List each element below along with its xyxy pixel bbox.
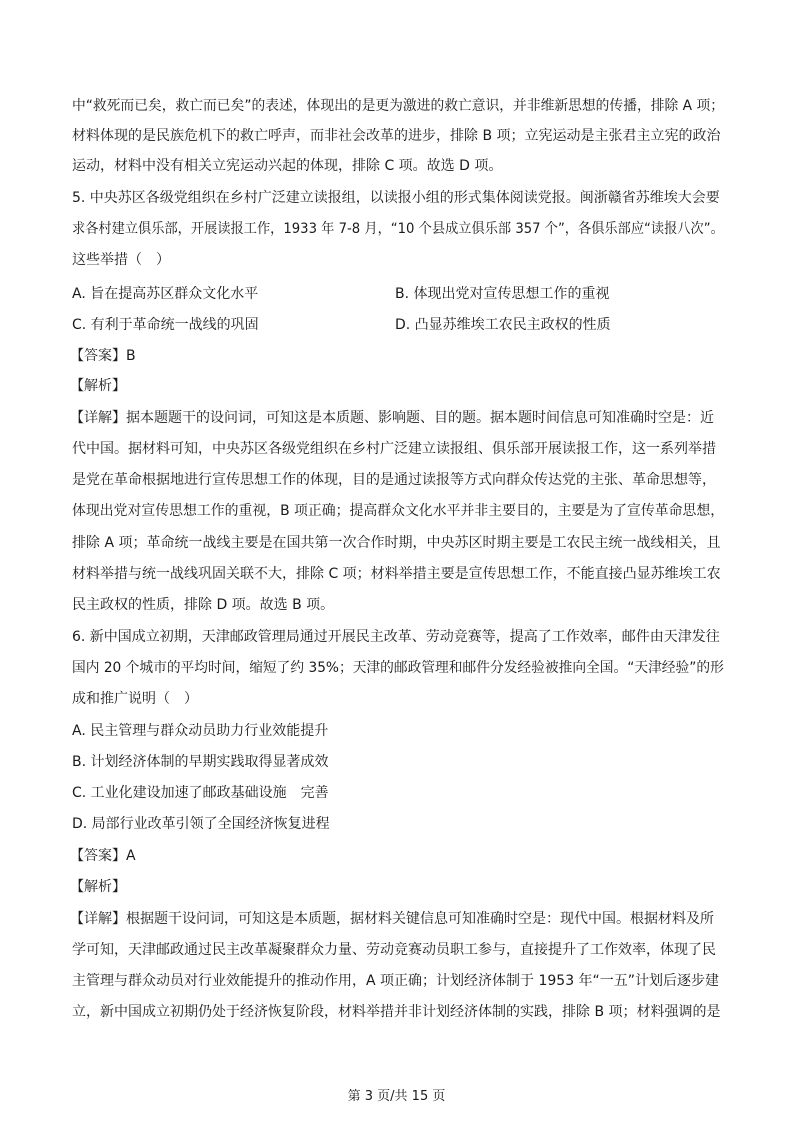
question-6-option-b: B. 计划经济体制的早期实践取得显著成效 — [72, 754, 329, 770]
question-6-analysis-label: 【解析】 — [70, 879, 126, 895]
question-6-stem: 成和推广说明（ ） — [72, 691, 198, 707]
question-6-option-a: A. 民主管理与群众动员助力行业效能提升 — [72, 723, 329, 739]
question-5-detail: 体现出党对宣传思想工作的重视，B 项正确；提高群众文化水平并非主要目的，主要是为了宣传革命思想， — [72, 503, 725, 519]
question-6-option-c: C. 工业化建设加速了邮政基础设施 完善 — [72, 785, 329, 801]
text-line: 运动，材料中没有相关立宪运动兴起的体现，排除 C 项。故选 D 项。 — [72, 158, 503, 174]
question-5-answer: 【答案】B — [70, 348, 136, 364]
question-5-option-c: C. 有利于革命统一战线的巩固 — [72, 317, 259, 333]
question-6-detail: 【详解】根据题干设问词，可知这是本质题，据材料关键信息可知准确时空是：现代中国。根据材料及所 — [70, 911, 714, 927]
question-6-detail: 主管理与群众动员对行业效能提升的推动作用，A 项正确；计划经济体制于 1953 年“一五”计划后逐步建 — [72, 973, 720, 989]
question-5-stem: 这些举措（ ） — [72, 252, 170, 268]
question-5-detail: 代中国。据材料可知，中央苏区各级党组织在乡村广泛建立读报组、俱乐部开展读报工作，这一系列举措 — [72, 441, 716, 457]
question-6-stem: 国内 20 个城市的平均时间，缩短了约 35%；天津的邮政管理和邮件分发经验被推向全国。“天津经验”的形 — [72, 660, 724, 676]
text-line: 材料体现的是民族危机下的救亡呼声，而非社会改革的进步，排除 B 项；立宪运动是主张君主立宪的政治 — [72, 128, 721, 144]
page-number: 第 3 页/共 15 页 — [347, 1089, 446, 1104]
question-5-detail: 【详解】据本题题干的设问词，可知这是本质题、影响题、目的题。据本题时间信息可知准确时空是：近 — [70, 410, 714, 426]
question-6-option-d: D. 局部行业改革引领了全国经济恢复进程 — [72, 816, 330, 832]
question-6-detail: 学可知，天津邮政通过民主改革凝聚群众力量、劳动竞赛动员职工参与，直接提升了工作效率，体现了民 — [72, 942, 716, 958]
question-5-detail: 民主政权的性质，排除 D 项。故选 B 项。 — [72, 597, 335, 613]
question-5-detail: 排除 A 项；革命统一战线主要是在国共第一次合作时期，中央苏区时期主要是工农民主统一战线相关，且 — [72, 535, 721, 551]
question-6-answer: 【答案】A — [70, 848, 136, 864]
question-6-stem: 6. 新中国成立初期，天津邮政管理局通过开展民主改革、劳动竞赛等，提高了工作效率，邮件由天津发往 — [72, 629, 720, 645]
question-5-option-d: D. 凸显苏维埃工农民主政权的性质 — [395, 317, 611, 333]
question-5-detail: 材料举措与统一战线巩固关联不大，排除 C 项；材料举措主要是宣传思想工作，不能直接凸显苏维埃工农 — [72, 566, 721, 582]
question-5-analysis-label: 【解析】 — [70, 378, 126, 394]
question-5-detail: 是党在革命根据地进行宣传思想工作的体现，目的是通过读报等方式向群众传达党的主张、革命思想等， — [72, 472, 716, 488]
question-5-stem: 求各村建立俱乐部，开展读报工作，1933 年 7-8 月，“10 个县成立俱乐部 357 个”，各俱乐部应“读报八次”。 — [72, 221, 724, 237]
question-5-option-b: B. 体现出党对宣传思想工作的重视 — [395, 286, 610, 302]
question-5-option-a: A. 旨在提高苏区群众文化水平 — [72, 286, 259, 302]
question-6-detail: 立，新中国成立初期仍处于经济恢复阶段，材料举措并非计划经济体制的实践，排除 B 项；材料强调的是 — [72, 1004, 721, 1020]
question-5-stem: 5. 中央苏区各级党组织在乡村广泛建立读报组，以读报小组的形式集体阅读党报。闽浙赣省苏维埃大会要 — [72, 190, 720, 206]
text-line: 中“救死而已矣，救亡而已矣”的表述，体现出的是更为激进的救亡意识，并非维新思想的传播，排除 A 项； — [72, 98, 724, 114]
